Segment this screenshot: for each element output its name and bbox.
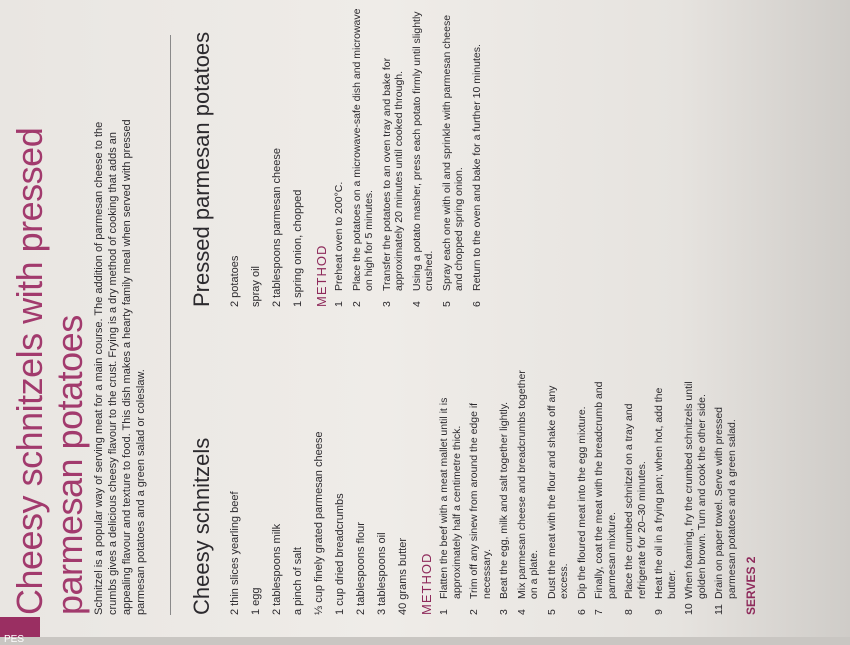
step-text: Preheat oven to 200°C. xyxy=(333,181,345,291)
ingredient-item: 2 potatoes xyxy=(229,255,241,307)
ingredient-item: 40 grams butter xyxy=(397,537,409,615)
method-step xyxy=(623,360,648,615)
step-text: Spray each one with oil and sprinkle with parmesan cheese and chopped spring onion. xyxy=(440,14,465,291)
step-text: Drain on paper towel. Serve with pressed parmesan potatoes and a green salad. xyxy=(713,406,738,599)
recipe-intro: Schnitzel is a popular way of serving meat for a main course. The addition of parmesan cheese to the crumbs gives a delicious cheesy flavour to the crust. Frying is a dry method of cooking that adds an appealing flavour and texture to food. This dish makes a hearty family meal when served with pressed parmesan potatoes and a green salad or coleslaw. xyxy=(93,119,147,615)
recipe-title: Cheesy schnitzels with pressed parmesan potatoes xyxy=(9,127,90,615)
method-step xyxy=(593,360,618,615)
step-number: 6 xyxy=(575,609,588,615)
step-text: Dip the floured meat into the egg mixture. xyxy=(575,406,588,599)
method-step xyxy=(683,360,708,615)
method-step xyxy=(576,360,589,615)
schnitzel-steps xyxy=(438,360,738,615)
ingredient-item: 2 tablespoons milk xyxy=(271,523,283,615)
potatoes-ingredients xyxy=(228,7,306,307)
method-step xyxy=(713,360,738,615)
method-step xyxy=(468,360,493,615)
method-step xyxy=(498,360,511,615)
section-tab-label: PES xyxy=(4,634,25,645)
ingredient-item: a pinch of salt xyxy=(292,547,304,615)
method-step xyxy=(516,360,541,615)
ingredient-item: 2 thin slices yearling beef xyxy=(229,491,241,615)
potatoes-steps xyxy=(333,7,483,307)
ingredient-item: 1 cup dried breadcrumbs xyxy=(334,493,346,615)
ingredient-item: spray oil xyxy=(250,266,262,307)
ingredient-item: 3 tablespoons oil xyxy=(376,532,388,615)
step-text: Return to the oven and bake for a further 10 minutes. xyxy=(470,44,483,291)
step-text: Beat the egg, milk and salt together lightly. xyxy=(498,401,510,599)
step-number: 4 xyxy=(515,609,528,615)
step-number: 8 xyxy=(623,609,635,615)
method-step xyxy=(441,7,466,307)
step-text: Trim off any sinew from around the edge if necessary. xyxy=(468,402,493,599)
step-number: 5 xyxy=(440,301,453,307)
step-text: Heat the oil in a frying pan; when hot, add the butter. xyxy=(653,387,678,599)
schnitzel-column xyxy=(190,360,758,615)
step-number: 2 xyxy=(468,609,480,615)
step-number: 9 xyxy=(653,609,665,615)
schnitzel-heading: Cheesy schnitzels xyxy=(189,437,214,615)
schnitzel-ingredients xyxy=(228,360,411,615)
step-text: Place the crumbed schnitzel on a tray and refrigerate for 20–30 minutes. xyxy=(623,403,648,599)
ingredient-item: 2 tablespoons flour xyxy=(355,522,367,615)
step-number: 2 xyxy=(350,301,363,307)
method-step xyxy=(438,360,463,615)
step-number: 5 xyxy=(545,609,558,615)
method-step xyxy=(333,7,346,307)
section-tab xyxy=(0,617,40,645)
step-number: 1 xyxy=(333,301,345,307)
step-number: 3 xyxy=(380,301,393,307)
potatoes-method-heading: METHOD xyxy=(314,244,329,307)
step-number: 11 xyxy=(713,604,725,615)
divider xyxy=(170,35,171,615)
step-text: Flatten the beef with a meat mallet until it is approximately half a centimetre thick. xyxy=(438,397,463,599)
step-number: 7 xyxy=(593,609,605,615)
step-number: 4 xyxy=(410,301,423,307)
method-step xyxy=(653,360,678,615)
step-number: 1 xyxy=(438,609,450,615)
step-text: Transfer the potatoes to an oven tray and bake for approximately 20 minutes until cooked through. xyxy=(380,57,405,291)
step-number: 3 xyxy=(498,609,510,615)
step-text: Dust the meat with the flour and shake off any excess. xyxy=(545,385,570,599)
step-text: Mix parmesan cheese and breadcrumbs together on a plate. xyxy=(515,370,540,599)
potatoes-heading: Pressed parmesan potatoes xyxy=(189,31,214,307)
serves-label: SERVES 2 xyxy=(744,556,758,615)
ingredient-item: 1 egg xyxy=(250,587,262,615)
step-text: Finally, coat the meat with the breadcrumb and parmesan mixture. xyxy=(593,381,618,599)
potatoes-column xyxy=(190,7,488,307)
step-number: 6 xyxy=(470,301,483,307)
step-text: Place the potatoes on a microwave-safe dish and microwave on high for 5 minutes. xyxy=(350,8,375,291)
step-text: When foaming, fry the crumbed schnitzels until golden brown. Turn and cook the other side. xyxy=(683,381,708,599)
method-step xyxy=(411,7,436,307)
method-step xyxy=(546,360,571,615)
method-step xyxy=(381,7,406,307)
method-step xyxy=(471,7,484,307)
ingredient-item: 1 spring onion, chopped xyxy=(292,189,304,307)
step-number: 10 xyxy=(683,603,695,615)
method-step xyxy=(351,7,376,307)
step-text: Using a potato masher, press each potato firmly until slightly crushed. xyxy=(410,11,435,291)
schnitzel-method-heading: METHOD xyxy=(419,552,434,615)
ingredient-item: 2 tablespoons parmesan cheese xyxy=(271,148,283,307)
ingredient-item: ⅓ cup finely grated parmesan cheese xyxy=(313,431,325,615)
